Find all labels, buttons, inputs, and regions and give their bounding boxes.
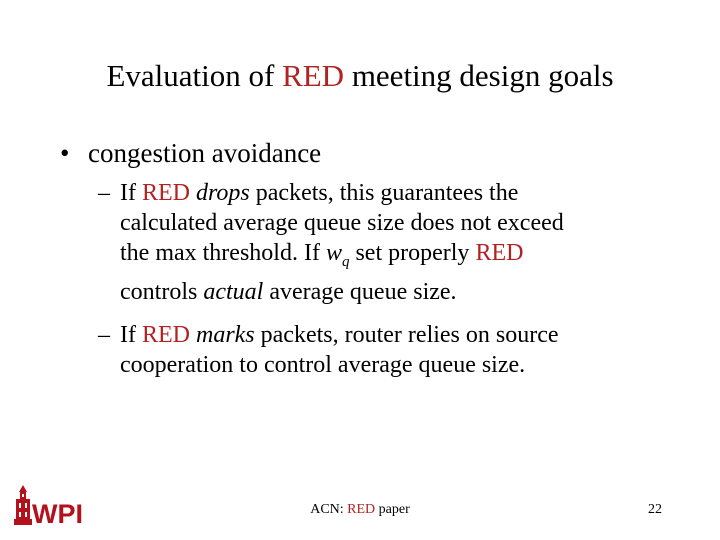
sub-bullet-dash: –: [98, 180, 110, 206]
text-run: controls: [120, 279, 204, 305]
text-run: If: [120, 180, 142, 206]
text-run: the max threshold. If: [120, 240, 326, 266]
sub-bullet-marks: [98, 320, 698, 380]
red-keyword: RED: [141, 180, 190, 206]
text-run: If: [120, 322, 142, 348]
text-run: set properly: [349, 240, 476, 266]
sub-bullet-line: [98, 320, 698, 350]
red-keyword: RED: [141, 322, 190, 348]
emphasis-drops: drops: [195, 180, 250, 206]
footer-text-run: paper: [375, 502, 410, 517]
wpi-logo-text: WPI: [32, 499, 83, 527]
sub-bullet-dash: –: [98, 322, 110, 348]
emphasis-actual: actual: [203, 279, 264, 305]
sub-bullet-line: [98, 277, 698, 307]
sub-bullet-line: [98, 178, 698, 208]
sub-bullet-line: cooperation to control average queue size.: [120, 352, 526, 378]
text-run: packets, this guarantees the: [249, 180, 519, 206]
slide-title: [0, 56, 720, 96]
footer-course-label: [0, 502, 720, 518]
title-text-pre: Evaluation of: [106, 58, 283, 93]
sub-bullet-line: [98, 238, 698, 277]
red-keyword: RED: [475, 240, 524, 266]
main-bullet: [60, 136, 321, 170]
emphasis-marks: marks: [195, 322, 255, 348]
sub-bullet-line: calculated average queue size does not exceed: [120, 210, 564, 236]
footer-text-run: ACN:: [310, 502, 348, 517]
bullet-text: congestion avoidance: [88, 138, 322, 168]
text-run: packets, router relies on source: [254, 322, 559, 348]
page-number: 22: [648, 502, 662, 517]
variable-w: w: [325, 240, 342, 266]
sub-bullet-drops: [98, 178, 698, 307]
text-run: average queue size.: [263, 279, 457, 305]
title-red-keyword: RED: [282, 58, 345, 93]
bullet-marker: •: [60, 138, 70, 168]
footer-red-keyword: RED: [347, 502, 376, 517]
variable-q: q: [341, 254, 350, 270]
title-text-post: meeting design goals: [344, 58, 614, 93]
